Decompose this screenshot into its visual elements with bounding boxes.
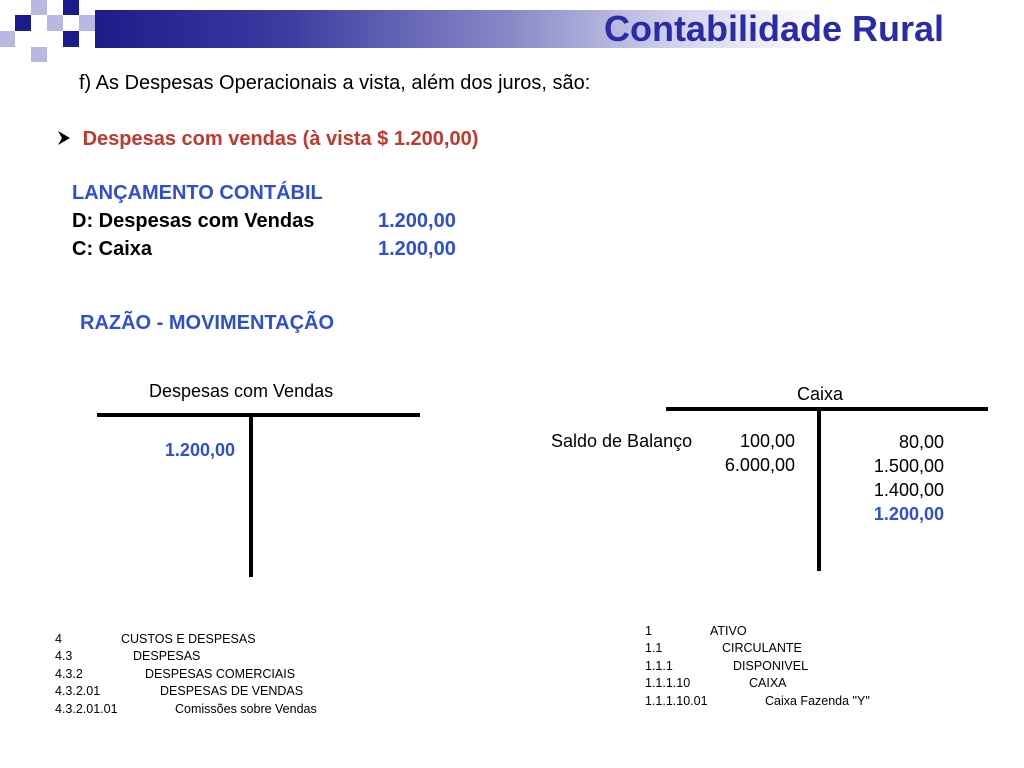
- header-square-light: [31, 0, 47, 15]
- coa-code: 1.1.1.10: [645, 676, 691, 691]
- t-account-debit-entry: 6.000,00: [724, 455, 795, 475]
- coa-row: [55, 684, 375, 701]
- coa-code: 4: [55, 632, 62, 646]
- t-account-debit-entry: 1.200,00: [164, 440, 235, 460]
- t-account-vertical-line: [249, 415, 253, 577]
- coa-row: [645, 659, 945, 676]
- coa-row: [55, 632, 375, 649]
- coa-name: CUSTOS E DESPESAS: [121, 632, 256, 646]
- intro-text: f) As Despesas Operacionais a vista, além dos juros, são:: [79, 72, 591, 94]
- bullet-item: [57, 128, 478, 151]
- coa-code: 1: [645, 624, 652, 638]
- t-account-horizontal-line: [666, 407, 988, 411]
- t-account-credit-entry: 1.400,00: [873, 480, 944, 500]
- coa-name: ATIVO: [710, 624, 747, 638]
- chart-of-accounts-despesas: [55, 632, 375, 719]
- slide-title: Contabilidade Rural: [603, 8, 944, 49]
- t-account-credit-entry: 1.500,00: [873, 456, 944, 476]
- t-account-name: Caixa: [797, 384, 844, 404]
- coa-name: DESPESAS: [133, 649, 201, 664]
- credit-label: C: Caixa: [72, 238, 153, 260]
- arrowhead-right-icon: [57, 128, 77, 150]
- coa-name: Caixa Fazenda "Y": [765, 693, 870, 708]
- coa-name: DESPESAS COMERCIAIS: [145, 666, 296, 681]
- coa-name: DISPONIVEL: [733, 658, 809, 673]
- bullet-text: Despesas com vendas (à vista $ 1.200,00): [82, 128, 479, 150]
- header-square-light: [31, 47, 47, 62]
- coa-name: CAIXA: [749, 676, 787, 691]
- coa-code: 4.3.2.01.01: [55, 701, 118, 716]
- t-account-credit-entry: 80,00: [898, 432, 944, 452]
- header-square-light: [0, 31, 15, 47]
- coa-code: 1.1: [645, 641, 663, 656]
- header-square-dark: [63, 31, 79, 47]
- coa-row: [55, 649, 375, 666]
- header-square-dark: [15, 15, 31, 31]
- coa-code: 4.3.2: [55, 666, 83, 681]
- header-square-light: [79, 15, 95, 31]
- t-account-horizontal-line: [97, 413, 420, 417]
- lancamento-title: LANÇAMENTO CONTÁBIL: [72, 182, 323, 204]
- header-square-dark: [63, 0, 79, 15]
- coa-code: 1.1.1.10.01: [645, 693, 708, 708]
- debit-label: D: Despesas com Vendas: [72, 210, 315, 232]
- coa-code: 1.1.1: [645, 658, 673, 673]
- coa-row: [55, 702, 375, 719]
- t-account-name: Despesas com Vendas: [149, 381, 334, 401]
- t-account-credit-entry: 1.200,00: [873, 504, 944, 524]
- coa-name: Comissões sobre Vendas: [175, 701, 317, 716]
- credit-value: 1.200,00: [378, 238, 456, 260]
- chart-of-accounts-ativo: [645, 624, 945, 711]
- coa-name: CIRCULANTE: [722, 641, 802, 656]
- coa-row: [55, 667, 375, 684]
- coa-row: [645, 641, 945, 658]
- razao-title: RAZÃO - MOVIMENTAÇÃO: [80, 312, 335, 334]
- t-account-debit-label: Saldo de Balanço: [551, 431, 693, 451]
- coa-row: [645, 694, 945, 711]
- coa-code: 4.3.2.01: [55, 684, 101, 699]
- coa-name: DESPESAS DE VENDAS: [160, 684, 304, 699]
- t-account-vertical-line: [817, 409, 821, 571]
- header-square-light: [47, 15, 63, 31]
- debit-value: 1.200,00: [378, 210, 456, 232]
- t-account-debit-entry: 100,00: [739, 431, 795, 451]
- coa-row: [645, 676, 945, 693]
- coa-code: 4.3: [55, 649, 73, 664]
- coa-row: [645, 624, 945, 641]
